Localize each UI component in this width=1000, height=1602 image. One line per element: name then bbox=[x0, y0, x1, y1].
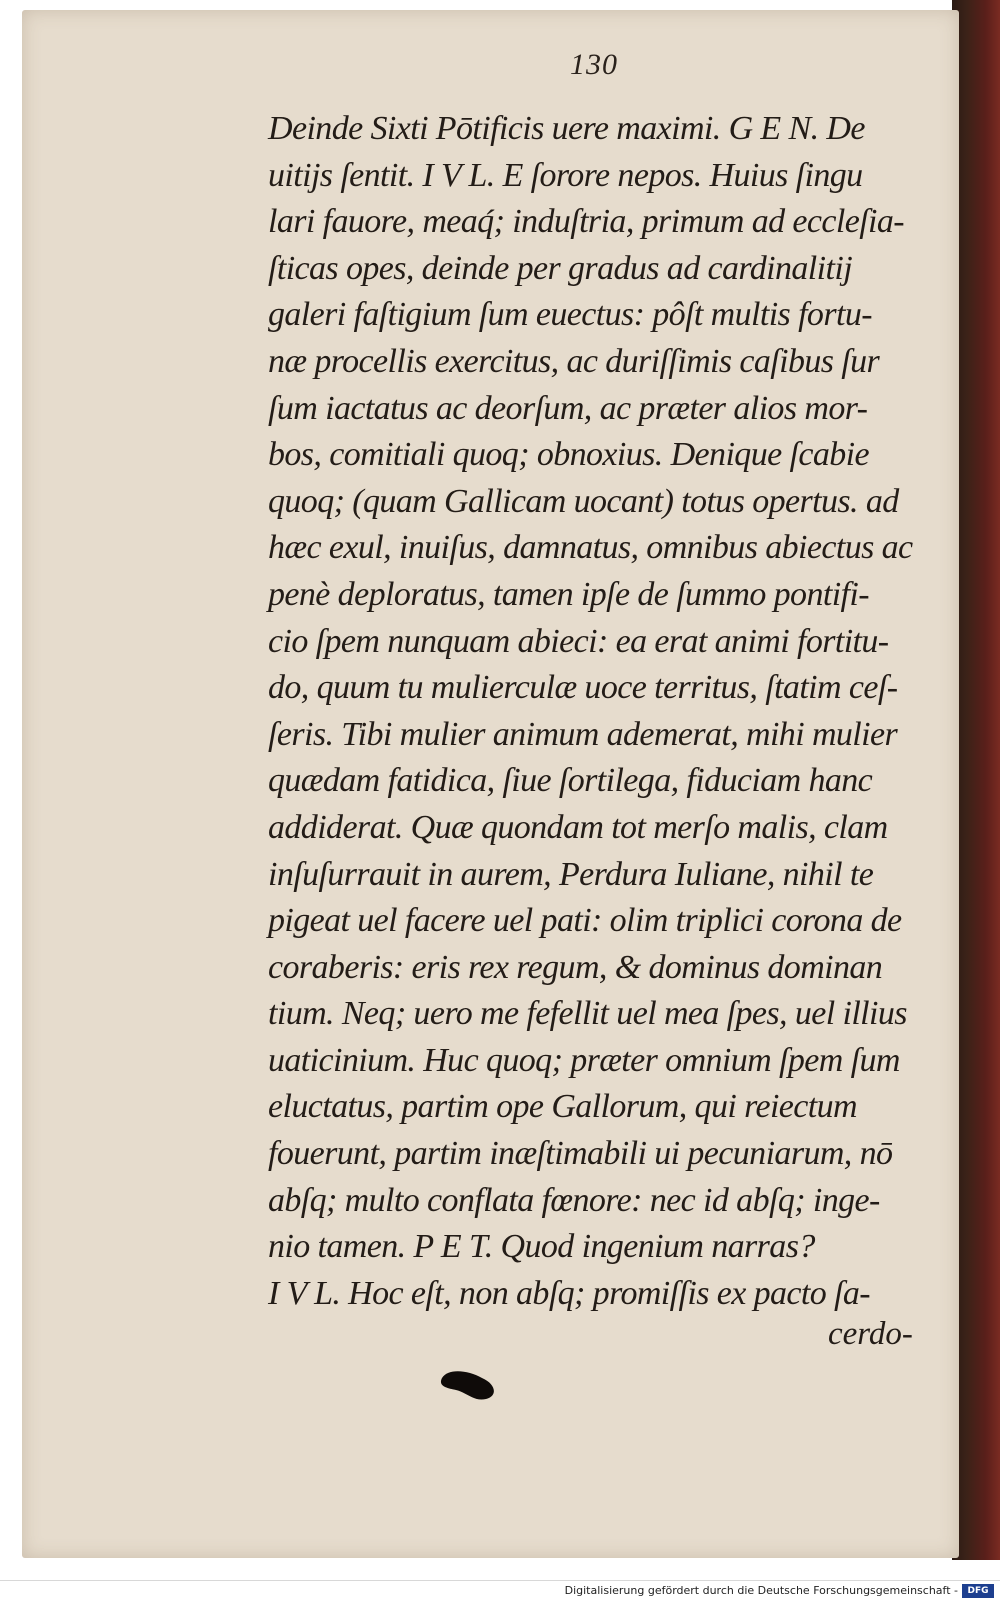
ink-blot bbox=[438, 1366, 500, 1402]
text-line: ſeris. Tibi mulier animum ademerat, mihi mulier bbox=[268, 715, 898, 753]
text-line: penè deploratus, tamen ipſe de ſummo pontifi- bbox=[268, 575, 869, 613]
text-line: ſum iactatus ac deorſum, ac præter alios mor- bbox=[268, 389, 868, 427]
text-line: bos, comitiali quoq; obnoxius. Denique ſcabie bbox=[268, 436, 869, 474]
catchword: cerdo- bbox=[828, 1316, 913, 1352]
text-line: abſq; multo conflata fœnore: nec id abſq; inge- bbox=[268, 1181, 880, 1219]
text-line: coraberis: eris rex regum, & dominus dominan bbox=[268, 948, 883, 986]
text-line: I V L. Hoc eſt, non abſq; promiſſis ex pacto ſa- bbox=[268, 1274, 871, 1312]
text-line: Deinde Sixti Pōtificis uere maximi. G E N. De bbox=[268, 110, 865, 147]
text-line: lari fauore, meaq́; induſtria, primum ad eccleſia- bbox=[268, 203, 905, 241]
text-line: addiderat. Quæ quondam tot merſo malis, clam bbox=[268, 808, 888, 846]
text-line: quædam fatidica, ſiue ſortilega, fiduciam hanc bbox=[268, 762, 873, 800]
book-page bbox=[22, 10, 959, 1558]
text-line: galeri faſtigium ſum euectus: pôſt multis fortu- bbox=[268, 296, 872, 334]
text-line: tium. Neq; uero me fefellit uel mea ſpes, uel illius bbox=[268, 995, 907, 1033]
book-binding-edge bbox=[952, 0, 1000, 1560]
text-line: hæc exul, inuiſus, damnatus, omnibus abiectus ac bbox=[268, 529, 913, 567]
text-line: eluctatus, partim ope Gallorum, qui reiectum bbox=[268, 1088, 857, 1126]
text-line: uaticinium. Huc quoq; præter omnium ſpem ſum bbox=[268, 1041, 900, 1079]
text-line: uitijs ſentit. I V L. E ſorore nepos. Huius ſingu bbox=[268, 156, 863, 194]
footer-bar bbox=[0, 1580, 1000, 1602]
text-line: do, quum tu mulierculæ uoce territus, ſtatim ceſ- bbox=[268, 669, 898, 707]
page-number: 130 bbox=[570, 48, 618, 81]
text-line: cio ſpem nunquam abieci: ea erat animi fortitu- bbox=[268, 622, 889, 660]
body-text bbox=[268, 106, 948, 1317]
text-line: fouerunt, partim inæſtimabili ui pecuniarum, nō bbox=[268, 1135, 893, 1173]
text-line: quoq; (quam Gallicam uocant) totus opertus. ad bbox=[268, 482, 899, 520]
text-line: inſuſurrauit in aurem, Perdura Iuliane, nihil te bbox=[268, 855, 874, 893]
text-line: ſticas opes, deinde per gradus ad cardinalitij bbox=[268, 249, 853, 287]
dfg-logo: DFG bbox=[962, 1584, 994, 1598]
text-line: pigeat uel facere uel pati: olim triplici corona de bbox=[268, 902, 902, 940]
text-line: nio tamen. P E T. Quod ingenium narras? bbox=[268, 1228, 815, 1266]
funding-credit: Digitalisierung gefördert durch die Deutsche Forschungsgemeinschaft - bbox=[564, 1584, 958, 1597]
text-line: næ procellis exercitus, ac duriſſimis caſibus ſur bbox=[268, 342, 880, 380]
